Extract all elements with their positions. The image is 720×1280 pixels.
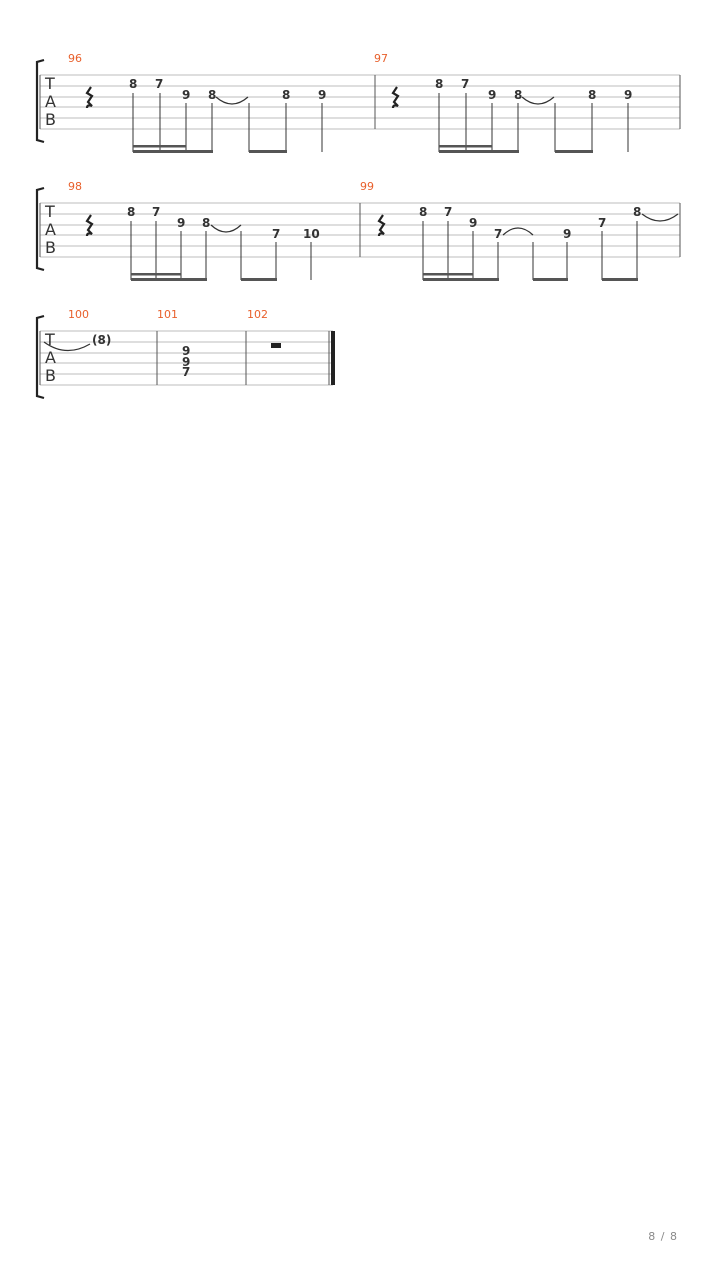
fret-number: 7 bbox=[461, 77, 470, 91]
measure-number: 101 bbox=[157, 308, 178, 321]
tab-clef-t: T bbox=[45, 330, 55, 349]
beams bbox=[423, 273, 638, 281]
measure-number: 99 bbox=[360, 180, 374, 193]
measure-number: 96 bbox=[68, 52, 82, 65]
fret-number: 8 bbox=[208, 88, 217, 102]
fret-number: 9 bbox=[182, 355, 191, 369]
note-stems bbox=[133, 93, 322, 152]
beams bbox=[439, 145, 593, 153]
note-stems bbox=[439, 93, 628, 152]
tab-clef-a: A bbox=[45, 220, 56, 239]
fret-number: 9 bbox=[469, 216, 478, 230]
beams bbox=[131, 273, 277, 281]
fret-number: 7 bbox=[182, 365, 191, 379]
measure-number: 102 bbox=[247, 308, 268, 321]
tab-clef-t: T bbox=[45, 74, 55, 93]
fret-number: 9 bbox=[182, 344, 191, 358]
fret-number: 8 bbox=[419, 205, 428, 219]
measure-number: 100 bbox=[68, 308, 89, 321]
tab-clef-b: B bbox=[45, 366, 56, 385]
fret-number: 8 bbox=[588, 88, 597, 102]
fret-number: 8 bbox=[435, 77, 444, 91]
fret-number: 9 bbox=[318, 88, 327, 102]
fret-number: 9 bbox=[488, 88, 497, 102]
fret-number: 10 bbox=[303, 227, 320, 241]
tab-clef-a: A bbox=[45, 348, 56, 367]
tie bbox=[642, 214, 678, 221]
fret-number: 7 bbox=[272, 227, 281, 241]
fret-number: 9 bbox=[563, 227, 572, 241]
tab-clef-t: T bbox=[45, 202, 55, 221]
measure-number: 97 bbox=[374, 52, 388, 65]
fret-number: 8 bbox=[633, 205, 642, 219]
fret-number: 9 bbox=[177, 216, 186, 230]
fret-number: 8 bbox=[129, 77, 138, 91]
fret-number: 7 bbox=[494, 227, 503, 241]
fret-number: 9 bbox=[182, 88, 191, 102]
fret-number: 8 bbox=[514, 88, 523, 102]
whole-rest-icon bbox=[271, 343, 281, 348]
fret-number: 8 bbox=[202, 216, 211, 230]
note-stems bbox=[131, 221, 311, 280]
fret-number: 9 bbox=[624, 88, 633, 102]
fret-number: 8 bbox=[282, 88, 291, 102]
tab-system-1 bbox=[37, 52, 680, 153]
fret-number: 8 bbox=[127, 205, 136, 219]
tie bbox=[522, 97, 554, 104]
fret-number: 7 bbox=[155, 77, 164, 91]
measure-number: 98 bbox=[68, 180, 82, 193]
fret-number: (8) bbox=[92, 333, 112, 347]
beams bbox=[133, 145, 287, 153]
tie bbox=[211, 225, 241, 232]
fret-number: 7 bbox=[152, 205, 161, 219]
tab-system-3 bbox=[37, 308, 335, 398]
fret-number: 7 bbox=[444, 205, 453, 219]
tab-clef-b: B bbox=[45, 110, 56, 129]
tie bbox=[503, 228, 533, 235]
page-number: 8 / 8 bbox=[648, 1230, 678, 1243]
final-barline-thick bbox=[331, 331, 335, 385]
tie bbox=[216, 97, 248, 104]
fret-number: 7 bbox=[598, 216, 607, 230]
tab-clef-b: B bbox=[45, 238, 56, 257]
tab-clef-a: A bbox=[45, 92, 56, 111]
tab-system-2 bbox=[37, 180, 680, 281]
